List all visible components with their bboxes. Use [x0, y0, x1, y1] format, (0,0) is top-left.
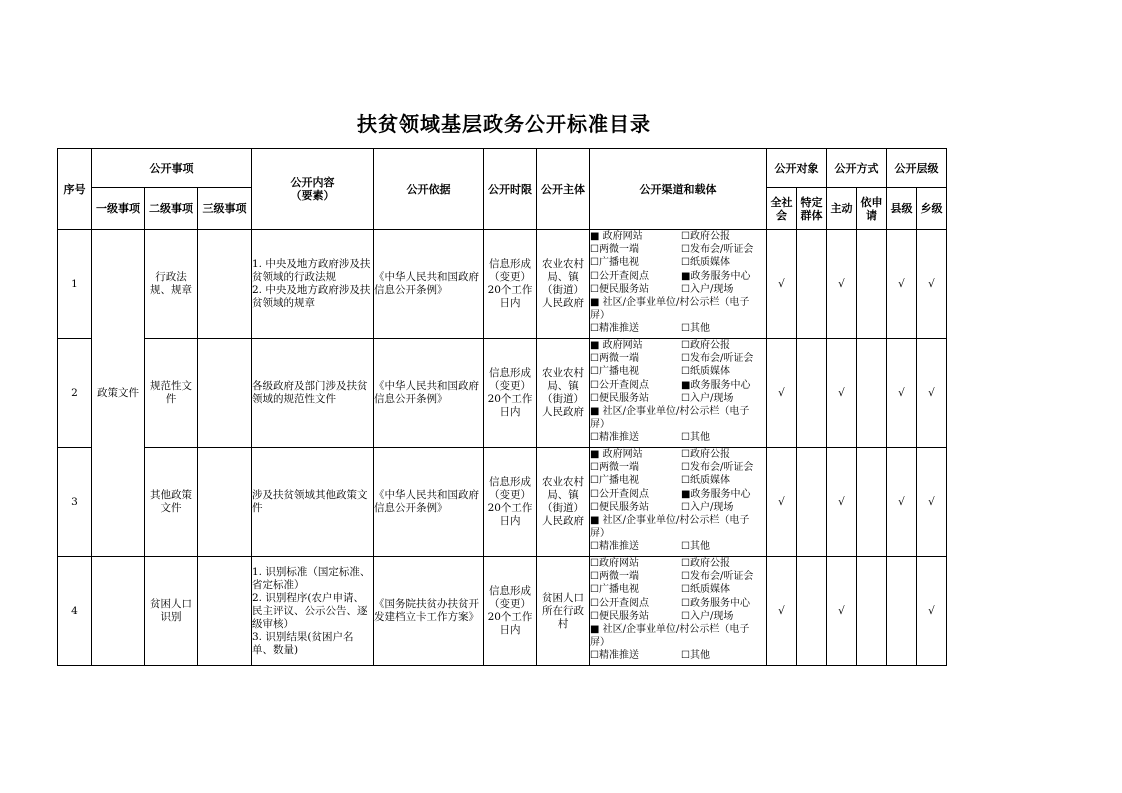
- channel-option: ☐纸质媒体: [681, 475, 730, 487]
- table-row: [58, 230, 947, 339]
- channel-option: ☐其他: [681, 650, 710, 662]
- audience-all-mark: √: [767, 339, 797, 448]
- subject-cell: 贫困人口所在行政村: [537, 557, 590, 666]
- channel-option: ■政务服务中心: [681, 488, 751, 500]
- method-request-mark: [857, 339, 887, 448]
- header-method-request: 依申请: [857, 188, 887, 230]
- audience-specific-mark: [797, 230, 827, 339]
- channel-option: ☐两微一端: [590, 244, 639, 256]
- content-cell: 1. 中央及地方政府涉及扶贫领域的行政法规 2. 中央及地方政府涉及扶贫领域的规章: [252, 230, 374, 339]
- method-request-mark: [857, 557, 887, 666]
- channel-option: ☐广播电视: [590, 257, 639, 269]
- level3-item: [198, 448, 252, 557]
- method-request-mark: [857, 448, 887, 557]
- level2-item: 行政法规、规章: [145, 230, 198, 339]
- header-method: 公开方式: [827, 149, 887, 188]
- method-active-mark: √: [827, 230, 857, 339]
- channel-option: ☐便民服务站: [590, 283, 649, 295]
- channel-option: ☐其他: [681, 432, 710, 444]
- channel-option: ☐发布会/听证会: [681, 462, 754, 474]
- channel-option: ■ 社区/企事业单位/村公示栏（电子屏）: [590, 515, 750, 540]
- channel-option: ■ 社区/企事业单位/村公示栏（电子屏）: [590, 406, 750, 431]
- channel-option: ☐发布会/听证会: [681, 571, 754, 583]
- channel-option: ■ 社区/企事业单位/村公示栏（电子屏）: [590, 297, 750, 322]
- method-active-mark: √: [827, 557, 857, 666]
- channel-option: ☐公开查阅点: [590, 597, 649, 609]
- audience-all-mark: √: [767, 448, 797, 557]
- level3-item: [198, 230, 252, 339]
- basis-cell: 《国务院扶贫办扶贫开发建档立卡工作方案》: [374, 557, 484, 666]
- header-content: 公开内容 （要素）: [252, 149, 374, 230]
- channel-option: ☐精准推送: [590, 541, 639, 553]
- channel-option: ■ 政府网站: [590, 340, 643, 351]
- channel-option: ■ 政府网站: [590, 231, 643, 242]
- time-cell: 信息形成（变更） 20个工作日内: [484, 339, 537, 448]
- header-audience-all: 全社会: [767, 188, 797, 230]
- level-county-mark: [887, 557, 917, 666]
- channel-option: ☐政府公报: [681, 340, 730, 351]
- row-seq: 3: [58, 448, 92, 557]
- channel-option: ☐便民服务站: [590, 392, 649, 404]
- table-row: [58, 339, 947, 448]
- row-seq: 4: [58, 557, 92, 666]
- channels-cell: [590, 557, 767, 666]
- level2-item: 贫困人口识别: [145, 557, 198, 666]
- level1-item-empty: [92, 557, 145, 666]
- table-row: [58, 448, 947, 557]
- channel-option: ☐发布会/听证会: [681, 353, 754, 365]
- level-county-mark: √: [887, 230, 917, 339]
- subject-cell: 农业农村局、镇（街道）人民政府: [537, 448, 590, 557]
- audience-specific-mark: [797, 557, 827, 666]
- channel-option: ☐其他: [681, 541, 710, 553]
- time-cell: 信息形成（变更） 20个工作日内: [484, 230, 537, 339]
- row-seq: 1: [58, 230, 92, 339]
- header-channels: 公开渠道和载体: [590, 149, 767, 230]
- header-method-active: 主动: [827, 188, 857, 230]
- channels-cell: [590, 230, 767, 339]
- header-level-county: 县级: [887, 188, 917, 230]
- content-cell: 各级政府及部门涉及扶贫领域的规范性文件: [252, 339, 374, 448]
- method-active-mark: √: [827, 448, 857, 557]
- channel-option: ☐政务服务中心: [681, 597, 750, 609]
- channel-option: ■政务服务中心: [681, 379, 751, 391]
- channel-option: ☐精准推送: [590, 323, 639, 335]
- audience-all-mark: √: [767, 230, 797, 339]
- basis-cell: 《中华人民共和国政府信息公开条例》: [374, 339, 484, 448]
- channel-option: ☐入户/现场: [681, 501, 734, 513]
- subject-cell: 农业农村局、镇（街道）人民政府: [537, 230, 590, 339]
- channel-option: ☐纸质媒体: [681, 257, 730, 269]
- channel-option: ☐其他: [681, 323, 710, 335]
- audience-all-mark: √: [767, 557, 797, 666]
- channel-option: ■ 社区/企事业单位/村公示栏（电子屏）: [590, 624, 750, 649]
- channel-option: ☐纸质媒体: [681, 366, 730, 378]
- level2-item: 规范性文件: [145, 339, 198, 448]
- channel-option: ☐发布会/听证会: [681, 244, 754, 256]
- level-county-mark: √: [887, 448, 917, 557]
- content-cell: 1. 识别标准（国定标准、省定标准） 2. 识别程序(农户申请、民主评议、公示公告、逐级审核） 3. 识别结果(贫困户名单、数量): [252, 557, 374, 666]
- method-request-mark: [857, 230, 887, 339]
- channel-option: ☐公开查阅点: [590, 270, 649, 282]
- channel-option: ☐纸质媒体: [681, 584, 730, 596]
- time-cell: 信息形成（变更） 20个工作日内: [484, 557, 537, 666]
- channel-option: ☐精准推送: [590, 432, 639, 444]
- channel-option: ☐公开查阅点: [590, 379, 649, 391]
- channel-option: ☐政府公报: [681, 231, 730, 242]
- header-level: 公开层级: [887, 149, 947, 188]
- level1-item: 政策文件: [92, 230, 145, 557]
- channel-option: ■ 政府网站: [590, 449, 643, 460]
- channel-option: ☐广播电视: [590, 475, 639, 487]
- header-level1: 一级事项: [92, 188, 145, 230]
- channel-option: ☐政府公报: [681, 449, 730, 460]
- audience-specific-mark: [797, 448, 827, 557]
- channels-cell: [590, 448, 767, 557]
- header-audience: 公开对象: [767, 149, 827, 188]
- level-town-mark: √: [917, 448, 947, 557]
- channel-option: ☐两微一端: [590, 571, 639, 583]
- page-title: 扶贫领域基层政务公开标准目录: [357, 112, 651, 136]
- channel-option: ☐广播电视: [590, 584, 639, 596]
- channel-option: ☐公开查阅点: [590, 488, 649, 500]
- header-audience-specific: 特定群体: [797, 188, 827, 230]
- channel-option: ☐广播电视: [590, 366, 639, 378]
- time-cell: 信息形成（变更） 20个工作日内: [484, 448, 537, 557]
- channel-option: ☐便民服务站: [590, 610, 649, 622]
- channel-option: ☐政府网站: [590, 558, 639, 569]
- catalog-table: [57, 148, 947, 666]
- row-seq: 2: [58, 339, 92, 448]
- header-seq: 序号: [58, 149, 92, 230]
- header-level3: 三级事项: [198, 188, 252, 230]
- channel-option: ■政务服务中心: [681, 270, 751, 282]
- header-basis: 公开依据: [374, 149, 484, 230]
- subject-cell: 农业农村局、镇（街道）人民政府: [537, 339, 590, 448]
- header-subject: 公开主体: [537, 149, 590, 230]
- channel-option: ☐两微一端: [590, 462, 639, 474]
- basis-cell: 《中华人民共和国政府信息公开条例》: [374, 448, 484, 557]
- channel-option: ☐入户/现场: [681, 610, 734, 622]
- channel-option: ☐入户/现场: [681, 392, 734, 404]
- level-town-mark: √: [917, 230, 947, 339]
- level3-item: [198, 339, 252, 448]
- header-time: 公开时限: [484, 149, 537, 230]
- level-town-mark: √: [917, 339, 947, 448]
- content-cell: 涉及扶贫领域其他政策文件: [252, 448, 374, 557]
- header-items: 公开事项: [92, 149, 252, 188]
- channel-option: ☐便民服务站: [590, 501, 649, 513]
- method-active-mark: √: [827, 339, 857, 448]
- level-town-mark: √: [917, 557, 947, 666]
- table-row: [58, 557, 947, 666]
- channel-option: ☐入户/现场: [681, 283, 734, 295]
- channel-option: ☐政府公报: [681, 558, 730, 569]
- header-level2: 二级事项: [145, 188, 198, 230]
- channels-cell: [590, 339, 767, 448]
- level-county-mark: √: [887, 339, 917, 448]
- level3-item: [198, 557, 252, 666]
- basis-cell: 《中华人民共和国政府信息公开条例》: [374, 230, 484, 339]
- level2-item: 其他政策文件: [145, 448, 198, 557]
- audience-specific-mark: [797, 339, 827, 448]
- channel-option: ☐精准推送: [590, 650, 639, 662]
- header-level-town: 乡级: [917, 188, 947, 230]
- channel-option: ☐两微一端: [590, 353, 639, 365]
